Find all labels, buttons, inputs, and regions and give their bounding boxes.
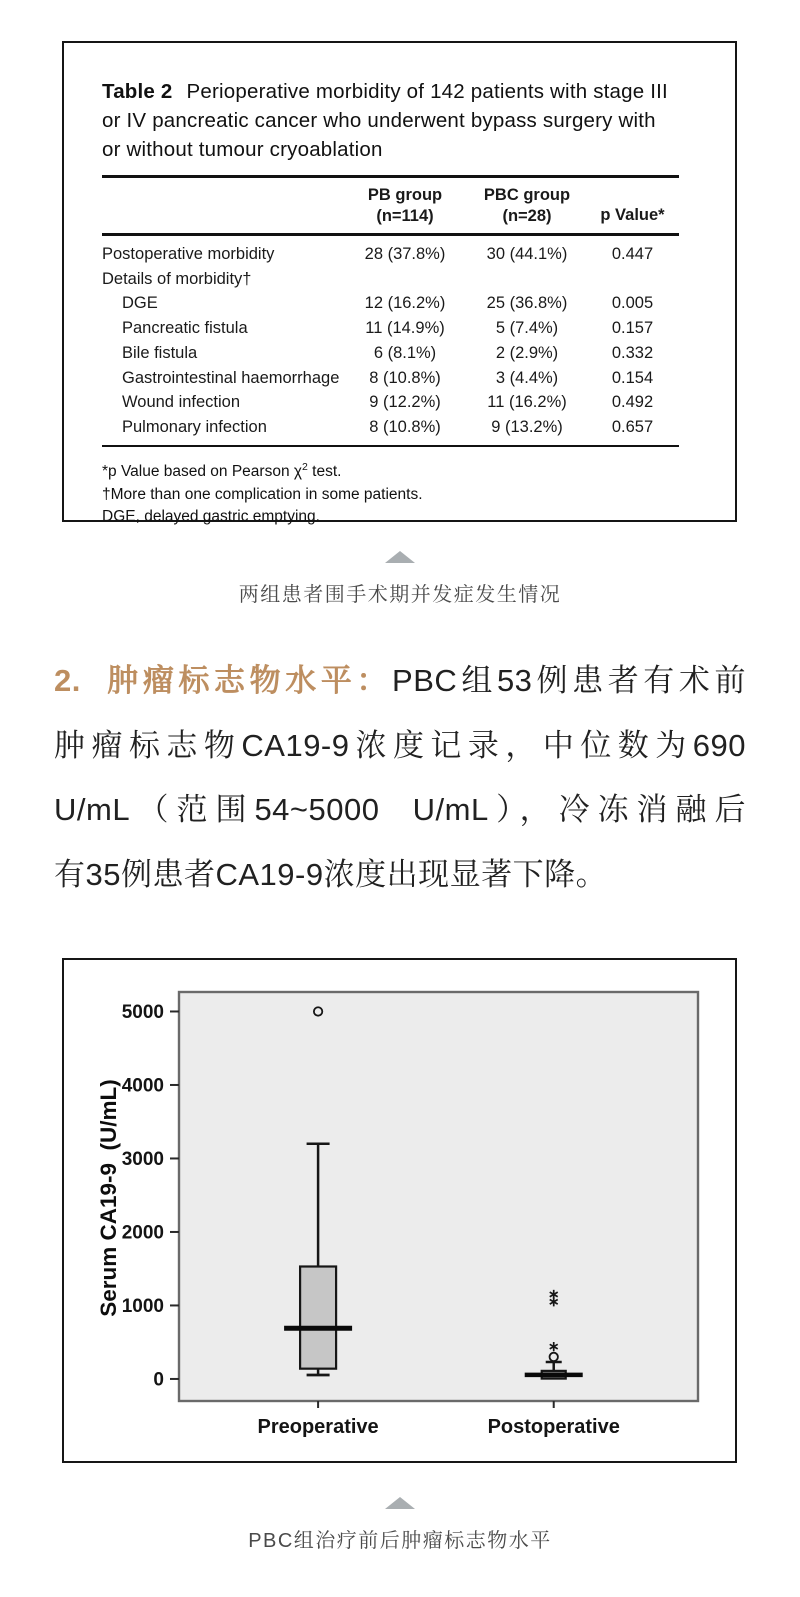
table-row xyxy=(102,242,679,267)
chart-caption xyxy=(0,1497,800,1553)
table-title-text: Perioperative morbidity of 142 patients with stage III or IV pancreatic cancer who underwent bypass surgery with or without tumour cryoablation xyxy=(102,80,668,161)
y-tick-label: 0 xyxy=(153,1369,164,1391)
paragraph-line: 肿瘤标志物CA19-9浓度记录，中位数为690 xyxy=(54,727,746,763)
table-header-pb xyxy=(342,185,468,227)
p-value: 0.492 xyxy=(611,393,654,412)
paragraph-text: PBC组53例患者有术前 xyxy=(392,663,746,698)
boxplot-figure xyxy=(62,958,737,1463)
y-tick-label: 4000 xyxy=(121,1075,164,1097)
y-tick-label: 1000 xyxy=(121,1295,164,1317)
row-label: Wound infection xyxy=(122,393,241,412)
section-heading: 2. 肿瘤标志物水平： xyxy=(54,663,393,698)
plot-area xyxy=(179,992,698,1401)
table-row xyxy=(102,390,679,415)
paragraph-line: U/mL（范围54~5000 U/mL），冷冻消融后 xyxy=(54,792,746,827)
table-header-row xyxy=(102,178,679,233)
table-row xyxy=(102,267,679,292)
footnote-pvalue: *p Value based on Pearson $\chi^2$ test. xyxy=(102,461,342,481)
table-row xyxy=(102,291,679,316)
box xyxy=(300,1267,336,1369)
pb-group-label: PB group xyxy=(367,186,443,204)
table-label: Table 2 xyxy=(102,80,173,103)
row-label: Bile fistula xyxy=(122,343,198,362)
pbc-value: 30 (44.1%) xyxy=(486,245,568,263)
pbc-value: 25 (36.8%) xyxy=(486,294,568,313)
pb-value xyxy=(342,267,468,292)
chart-caption-text: PBC组治疗前后肿瘤标志物水平 xyxy=(248,1530,552,1552)
table-rule-bottom xyxy=(102,445,679,448)
pb-value: 8 (10.8%) xyxy=(369,417,441,436)
p-value: 0.157 xyxy=(611,319,654,338)
table-figure xyxy=(62,41,737,526)
paragraph-line xyxy=(54,649,746,714)
y-tick-label: 5000 xyxy=(121,1001,164,1023)
table-row xyxy=(102,316,679,341)
footnote-dagger: †More than one complication in some patients. xyxy=(102,485,423,503)
row-label: Pancreatic fistula xyxy=(122,319,248,338)
p-value: 0.154 xyxy=(611,368,654,387)
row-label: DGE xyxy=(122,294,158,313)
row-label: Details of morbidity† xyxy=(102,269,252,288)
table-rows xyxy=(102,236,679,445)
table-caption xyxy=(0,551,800,607)
pb-value: 12 (16.2%) xyxy=(364,294,446,313)
footnote-dge: DGE, delayed gastric emptying. xyxy=(102,508,320,526)
pbc-value: 3 (4.4%) xyxy=(495,368,559,387)
p-value: 0.657 xyxy=(611,417,654,436)
pb-value: 8 (10.8%) xyxy=(369,368,441,387)
p-value: 0.005 xyxy=(611,294,654,313)
table-title xyxy=(102,77,679,164)
pbc-value: 9 (13.2%) xyxy=(491,417,563,436)
pb-value: 11 (14.9%) xyxy=(365,319,445,338)
pbc-value: 11 (16.2%) xyxy=(487,393,567,412)
table-row xyxy=(102,415,679,440)
x-category-label: Preoperative xyxy=(257,1416,379,1438)
pb-group-n: (n=114) xyxy=(376,207,434,225)
row-label: Gastrointestinal haemorrhage xyxy=(122,368,340,387)
table-row xyxy=(102,366,679,391)
pb-value: 6 (8.1%) xyxy=(373,343,437,362)
pbc-group-n: (n=28) xyxy=(502,207,552,225)
y-tick-label: 2000 xyxy=(121,1222,164,1244)
triangle-up-icon xyxy=(385,551,415,563)
paragraph-line: 有35例患者CA19-9浓度出现显著下降。 xyxy=(54,856,608,892)
boxplot-chart xyxy=(64,960,735,1461)
table-caption-text: 两组患者围手术期并发症发生情况 xyxy=(238,584,562,606)
table-header-pbc xyxy=(468,185,586,227)
row-label: Postoperative morbidity xyxy=(102,245,275,263)
pbc-group-label: PBC group xyxy=(483,186,571,204)
table-footnotes xyxy=(102,456,679,529)
p-value: 0.447 xyxy=(611,245,654,263)
y-axis-label: Serum CA19-9 (U/mL) xyxy=(96,1079,121,1317)
y-tick-label: 3000 xyxy=(121,1148,164,1170)
p-value xyxy=(586,267,679,292)
triangle-up-icon xyxy=(385,1497,415,1509)
pbc-value: 5 (7.4%) xyxy=(495,319,559,338)
x-category-label: Postoperative xyxy=(487,1416,620,1438)
p-value: 0.332 xyxy=(611,343,654,362)
pb-value: 28 (37.8%) xyxy=(364,245,446,263)
pbc-value: 2 (2.9%) xyxy=(495,343,559,362)
table-header-pvalue: p Value* xyxy=(600,206,665,224)
row-label: Pulmonary infection xyxy=(122,417,267,436)
table-row xyxy=(102,341,679,366)
pbc-value xyxy=(468,267,586,292)
body-paragraph xyxy=(54,649,746,907)
pb-value: 9 (12.2%) xyxy=(369,393,441,412)
